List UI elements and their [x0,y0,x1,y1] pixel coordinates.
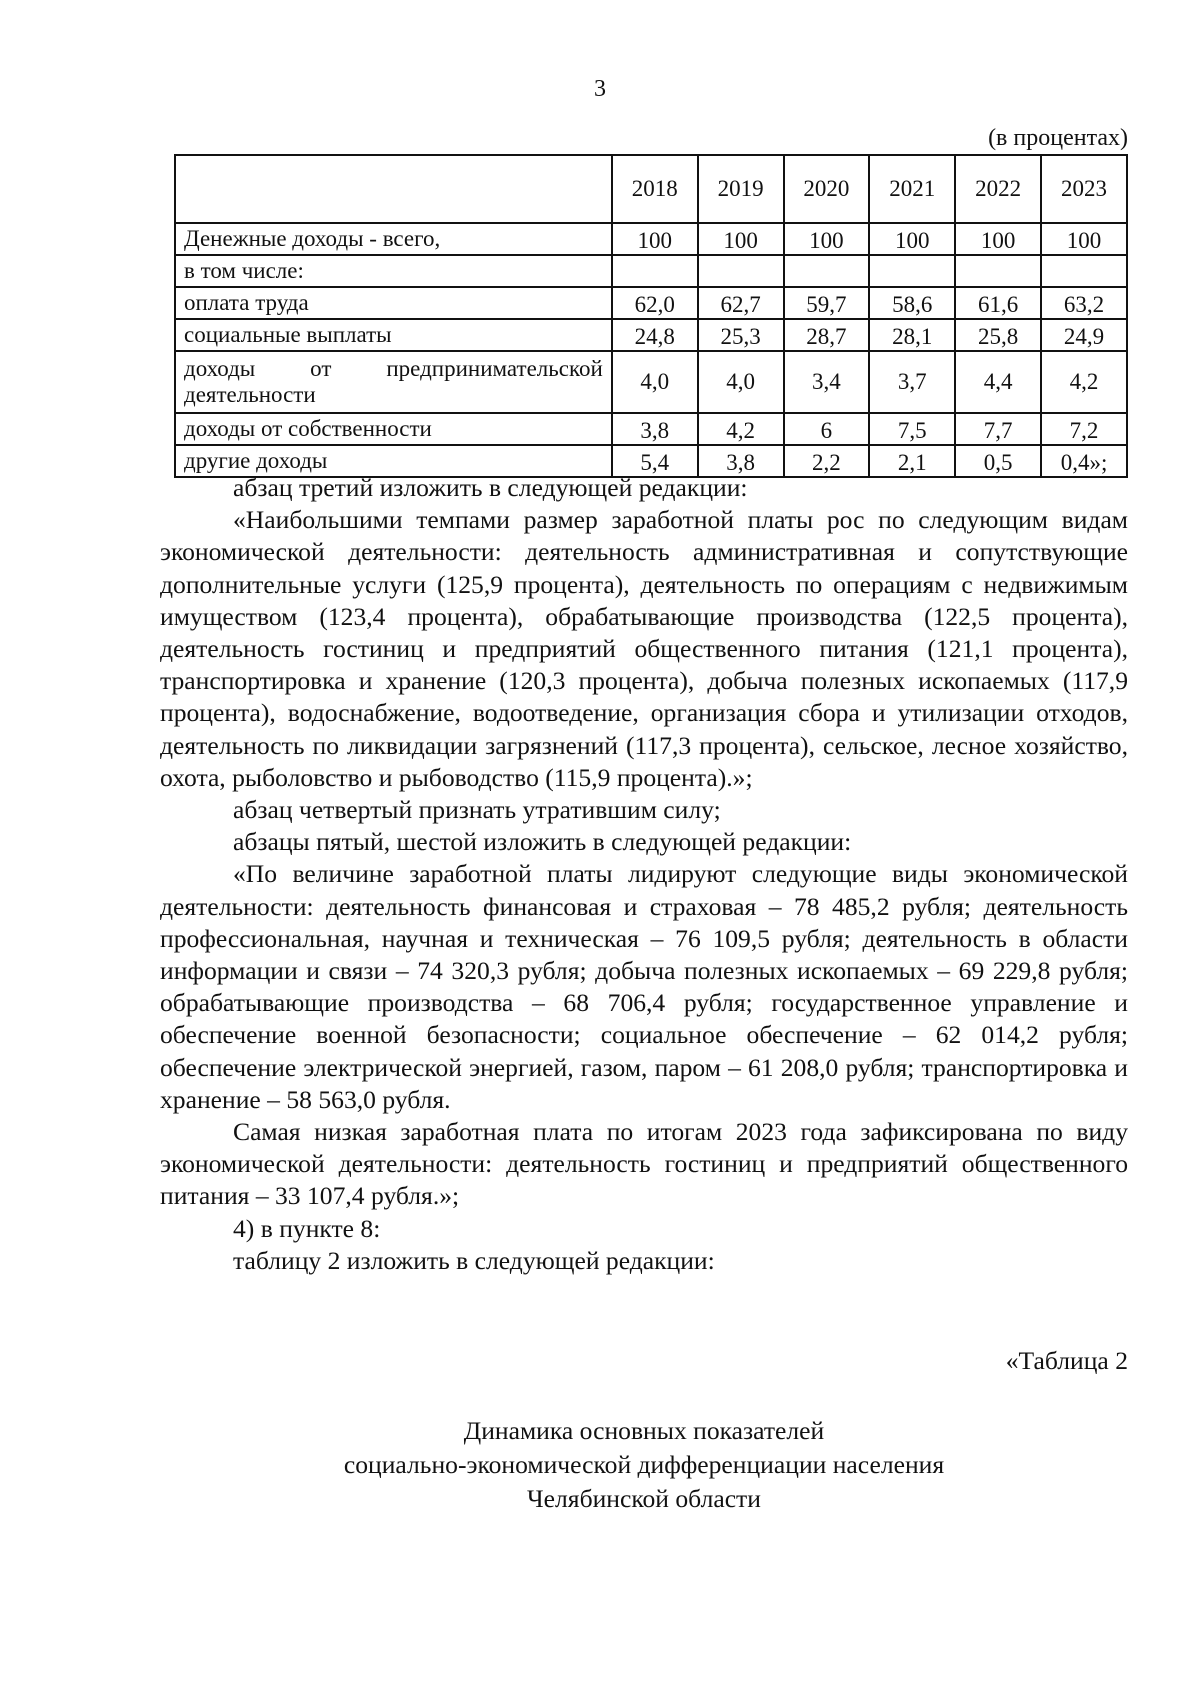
table-title [160,1414,1128,1516]
table-cell [1041,255,1127,287]
table-cell: 28,7 [784,319,870,351]
paragraph: «Наибольшими темпами размер заработной платы рос по следующим видам экономической деятельности: деятельность административная и сопутствующие дополнительные услуги (125,9 процента), деятельность по операциям с недвижимым имуществом (123,4 процента), обрабатывающие производства (122,5 процента), деятельность гостиниц и предприятий общественного питания (121,1 процента), транспортировка и хранение (120,3 процента), добыча полезных ископаемых (117,9 процента), водоснабжение, водоотведение, организация сбора и утилизации отходов, деятельность по ликвидации загрязнений (117,3 процента), сельское, лесное хозяйство, охота, рыболовство и рыбоводство (115,9 процента).»; [160,505,1128,792]
table-cell: 3,4 [784,351,870,413]
table-cell [869,255,955,287]
table-cell: 3,8 [698,445,784,477]
document-body [160,472,1128,1277]
paragraph: Самая низкая заработная плата по итогам 2023 года зафиксирована по виду экономической деятельности: деятельность гостиниц и предприятий общественного питания – 33 107,4 рубля.»; [160,1117,1128,1211]
table-cell: 24,8 [612,319,698,351]
year-header: 2023 [1041,155,1127,223]
table-cell: 100 [784,223,870,255]
table-row [175,413,1127,445]
table-cell: 63,2 [1041,287,1127,319]
table-cell: 100 [1041,223,1127,255]
row-label: социальные выплаты [175,319,612,351]
table-cell: 100 [698,223,784,255]
year-header: 2021 [869,155,955,223]
table-cell: 3,7 [869,351,955,413]
paragraph: абзац третий изложить в следующей редакции: [233,473,748,502]
table-cell: 3,8 [612,413,698,445]
table-cell: 25,3 [698,319,784,351]
table-cell: 7,7 [955,413,1041,445]
table-cell [955,255,1041,287]
title-line: Динамика основных показателей [463,1416,825,1445]
table-cell: 7,5 [869,413,955,445]
row-label: другие доходы [175,445,612,477]
table-row [175,255,1127,287]
row-label: Денежные доходы - всего, [175,223,612,255]
table-cell: 61,6 [955,287,1041,319]
table-cell: 25,8 [955,319,1041,351]
paragraph: «По величине заработной платы лидируют следующие виды экономической деятельности: деятельность финансовая и страховая – 78 485,2 рубля; деятельность профессиональная, научная и техническая – 76 109,5 рубля; деятельность в области информации и связи – 74 320,3 рубля; добыча полезных ископаемых – 69 229,8 рубля; обрабатывающие производства – 68 706,4 рубля; государственное управление и обеспечение военной безопасности; социальное обеспечение – 62 014,2 рубля; обеспечение электрической энергией, газом, паром – 61 208,0 рубля; транспортировка и хранение – 58 563,0 рубля. [160,859,1128,1114]
table-cell [698,255,784,287]
table-cell: 2,2 [784,445,870,477]
title-line: Челябинской области [527,1484,761,1513]
table-cell: 62,7 [698,287,784,319]
table-cell: 5,4 [612,445,698,477]
paragraph: абзац четвертый признать утратившим силу; [233,795,721,825]
table-cell: 62,0 [612,287,698,319]
paragraph: абзацы пятый, шестой изложить в следующей редакции: [233,827,852,857]
table-cell: 4,2 [698,413,784,445]
row-label: в том числе: [175,255,612,287]
year-header: 2020 [784,155,870,223]
table-cell: 59,7 [784,287,870,319]
table-cell [784,255,870,287]
table-cell: 4,0 [698,351,784,413]
year-header: 2019 [698,155,784,223]
page-number: 3 [594,76,606,102]
table-header-empty [175,155,612,223]
table-cell: 24,9 [1041,319,1127,351]
table-cell: 100 [955,223,1041,255]
table-cell: 28,1 [869,319,955,351]
table-cell [612,255,698,287]
year-header: 2022 [955,155,1041,223]
table-cell: 0,5 [955,445,1041,477]
year-header: 2018 [612,155,698,223]
table-cell: 2,1 [869,445,955,477]
table-cell: 7,2 [1041,413,1127,445]
paragraph: таблицу 2 изложить в следующей редакции: [233,1245,715,1275]
table-cell: 0,4»; [1041,445,1127,477]
income-structure-table [174,154,1128,478]
table-cell: 4,2 [1041,351,1127,413]
row-label: доходы от предпринимательской деятельности [175,351,612,413]
table-caption: «Таблица 2 [1005,1346,1128,1375]
table-row [175,223,1127,255]
paragraph: 4) в пункте 8: [233,1213,381,1243]
table-cell: 6 [784,413,870,445]
table-cell: 100 [612,223,698,255]
table-row [175,351,1127,413]
row-label: оплата труда [175,287,612,319]
table-cell: 4,0 [612,351,698,413]
title-line: социально-экономической дифференциации населения [343,1450,945,1479]
table-row [175,319,1127,351]
units-note: (в процентах) [988,125,1128,151]
table-header-row [175,155,1127,223]
table-row [175,287,1127,319]
table-cell: 58,6 [869,287,955,319]
row-label: доходы от собственности [175,413,612,445]
table-cell: 4,4 [955,351,1041,413]
table-cell: 100 [869,223,955,255]
